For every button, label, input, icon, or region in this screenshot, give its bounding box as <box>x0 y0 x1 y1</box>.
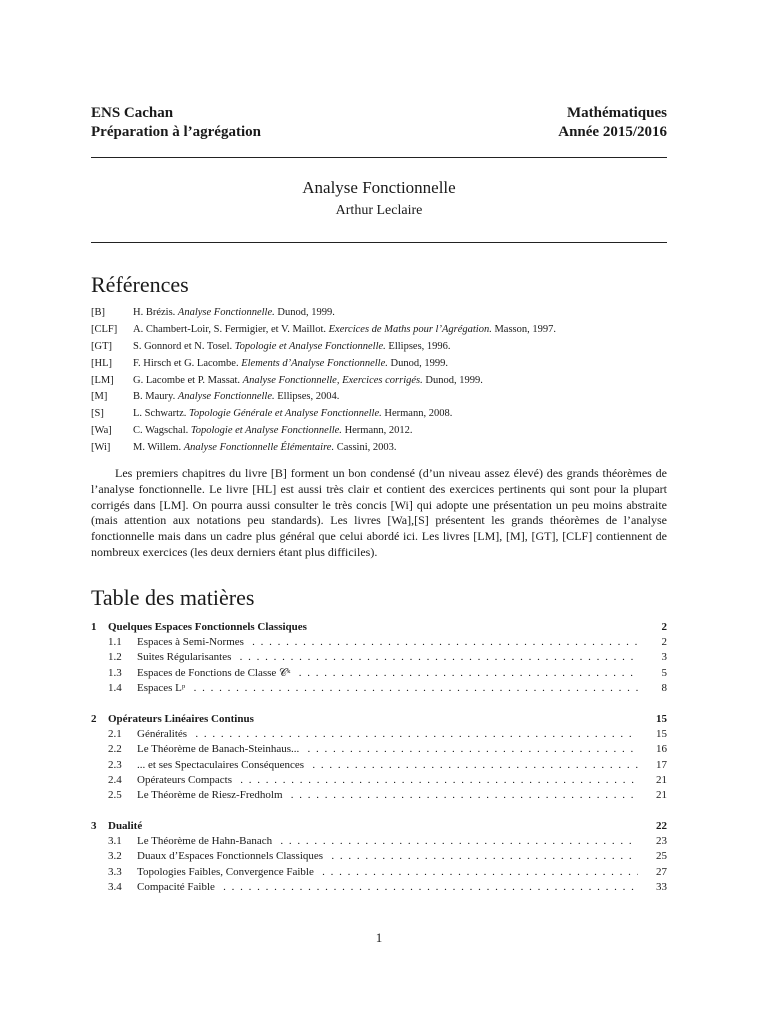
reference-authors: A. Chambert-Loir, S. Fermigier, et V. Maillot. <box>133 323 326 335</box>
reference-key: [GT] <box>91 340 112 352</box>
toc-section[interactable] <box>91 620 667 635</box>
reference-key: [Wi] <box>91 442 111 454</box>
toc-subsection-page: 15 <box>656 728 667 741</box>
references-heading: Références <box>91 272 189 297</box>
reference-work: Analyse Fonctionnelle, Exercices corrigés. <box>242 374 423 386</box>
toc-heading: Table des matières <box>91 585 255 610</box>
reference-key: [CLF] <box>91 323 118 335</box>
reference-publisher: Masson, 1997. <box>494 323 556 335</box>
toc-subsection-title: Le Théorème de Hahn-Banach <box>137 835 276 847</box>
toc-subsection-number: 1.3 <box>108 666 122 679</box>
toc-subsection-title: Le Théorème de Banach-Steinhaus... <box>137 743 303 755</box>
reference-publisher: Hermann, 2012. <box>344 425 413 437</box>
toc-subsection-page: 3 <box>661 651 667 664</box>
toc-subsection[interactable] <box>91 681 667 696</box>
toc-leader-dots <box>137 727 638 742</box>
reference-work: Exercices de Maths pour l’Agrégation. <box>328 323 492 335</box>
toc-subsection-number: 3.3 <box>108 865 122 878</box>
toc-section-number: 3 <box>91 820 97 833</box>
toc-leader-dots <box>137 834 638 849</box>
reference-item <box>91 423 667 440</box>
document-title: Analyse Fonctionnelle <box>302 178 456 197</box>
toc-leader-dots <box>137 742 638 757</box>
header-left <box>91 104 261 142</box>
reference-text <box>133 406 452 423</box>
toc-leader-dots <box>137 666 638 681</box>
reference-text <box>133 440 397 457</box>
document-author: Arthur Leclaire <box>335 203 423 218</box>
toc-leader-dots <box>137 650 638 665</box>
toc-subsection-title: ... et ses Spectaculaires Conséquences <box>137 759 308 771</box>
toc-subsection-page: 27 <box>656 865 667 878</box>
reference-item <box>91 389 667 406</box>
toc-subsection-number: 2.3 <box>108 758 122 771</box>
course-name: Préparation à l’agrégation <box>91 124 261 140</box>
toc-subsection-page: 2 <box>661 636 667 649</box>
toc-subsection[interactable] <box>91 788 667 803</box>
toc-subsection[interactable] <box>91 666 667 681</box>
toc-leader-dots <box>137 773 638 788</box>
toc-subsection-title: Opérateurs Compacts <box>137 774 236 786</box>
reference-key: [M] <box>91 391 108 403</box>
reference-text <box>133 423 413 440</box>
toc-subsection-page: 16 <box>656 743 667 756</box>
toc-subsection[interactable] <box>91 773 667 788</box>
reference-authors: F. Hirsch et G. Lacombe. <box>133 357 239 369</box>
toc-spacer <box>91 696 667 712</box>
toc-subsection-page: 25 <box>656 850 667 863</box>
intro-paragraph: Les premiers chapitres du livre [B] forment un bon condensé (d’un niveau assez élevé) des grands théorèmes de l’analyse fonctionnelle. Le livre [HL] est aussi très clair et contient des exercices pertinents qui sont pour la plupart corrigés dans [LM]. On pourra aussi consulter le très concis [Wi] qui adopte une présentation un peu moins abstraite (mais attention aux notations peu standards). Les livres [Wa],[S] présentent les grands théorèmes de l’analyse fonctionnelle mais dans un cadre plus général que celui abordé ici. Les livres [LM], [M], [GT], [CLF] contiennent de nombreux exercices (les deux derniers étant plus difficiles). <box>91 466 667 559</box>
references-list <box>91 305 667 457</box>
top-divider <box>91 157 667 158</box>
reference-text <box>133 373 483 390</box>
reference-text <box>133 305 335 322</box>
toc-subsection-title: Espaces à Semi-Normes <box>137 636 248 648</box>
toc-section-page: 22 <box>656 820 667 833</box>
reference-authors: L. Schwartz. <box>133 408 187 420</box>
toc-subsection-title: Duaux d’Espaces Fonctionnels Classiques <box>137 850 327 862</box>
reference-work: Elements d’Analyse Fonctionnelle. <box>241 357 388 369</box>
toc-section-number: 2 <box>91 712 97 725</box>
toc-subsection-number: 2.1 <box>108 728 122 741</box>
toc-subsection-page: 33 <box>656 880 667 893</box>
toc-subsection[interactable] <box>91 742 667 757</box>
reference-publisher: Dunod, 1999. <box>277 307 335 318</box>
toc-subsection-number: 3.1 <box>108 835 122 848</box>
toc-subsection-page: 17 <box>656 758 667 771</box>
reference-key: [Wa] <box>91 425 112 437</box>
reference-work: Analyse Fonctionnelle. <box>177 391 275 403</box>
reference-publisher: Ellipses, 1996. <box>388 340 451 352</box>
reference-work: Analyse Fonctionnelle. <box>177 307 275 318</box>
toc-section[interactable] <box>91 712 667 727</box>
toc-leader-dots <box>137 635 638 650</box>
reference-publisher: Dunod, 1999. <box>425 374 483 386</box>
reference-text <box>133 356 448 373</box>
toc-leader-dots <box>137 865 638 880</box>
reference-work: Topologie et Analyse Fonctionnelle. <box>234 340 386 352</box>
toc-subsection-title: Topologies Faibles, Convergence Faible <box>137 866 318 878</box>
toc-subsection-number: 2.5 <box>108 788 122 801</box>
toc-subsection-title: Le Théorème de Riesz-Fredholm <box>137 789 287 801</box>
reference-publisher: Dunod, 1999. <box>390 357 448 369</box>
toc-subsection[interactable] <box>91 727 667 742</box>
reference-item <box>91 373 667 390</box>
toc-subsection-page: 21 <box>656 788 667 801</box>
reference-text <box>133 322 556 339</box>
reference-work: Topologie Générale et Analyse Fonctionnelle. <box>188 408 382 420</box>
institution: ENS Cachan <box>91 105 174 121</box>
reference-item <box>91 339 667 356</box>
reference-item <box>91 356 667 373</box>
toc-subsection-number: 3.2 <box>108 850 122 863</box>
reference-work: Analyse Fonctionnelle Élémentaire. <box>183 442 335 454</box>
toc-subsection[interactable] <box>91 635 667 650</box>
toc-subsection-number: 1.4 <box>108 681 122 694</box>
toc-subsection-number: 2.2 <box>108 743 122 756</box>
toc-subsection-title: Généralités <box>137 728 191 740</box>
reference-text <box>133 389 339 406</box>
reference-publisher: Ellipses, 2004. <box>277 391 340 403</box>
toc-leader-dots <box>137 849 638 864</box>
toc-subsection-title: Espaces Lᵖ <box>137 682 189 694</box>
reference-authors: B. Maury. <box>133 391 176 403</box>
toc-spacer <box>91 803 667 819</box>
reference-item <box>91 322 667 339</box>
reference-publisher: Cassini, 2003. <box>336 442 397 454</box>
toc-section-number: 1 <box>91 621 97 633</box>
toc-section-page: 15 <box>656 712 667 725</box>
toc-section-title: Dualité <box>108 820 143 833</box>
reference-key: [LM] <box>91 374 114 386</box>
title-divider <box>91 242 667 243</box>
reference-authors: G. Lacombe et P. Massat. <box>133 374 241 386</box>
toc-subsection[interactable] <box>91 849 667 864</box>
toc-subsection-title: Espaces de Fonctions de Classe 𝒞ᵏ <box>137 667 295 679</box>
toc-subsection[interactable] <box>91 758 667 773</box>
toc-section[interactable] <box>91 819 667 834</box>
reference-key: [S] <box>91 408 104 420</box>
toc-leader-dots <box>137 788 638 803</box>
reference-work: Topologie et Analyse Fonctionnelle. <box>190 425 342 437</box>
page-number: 1 <box>375 930 383 945</box>
toc-subsection-number: 2.4 <box>108 773 122 786</box>
toc-subsection-title: Compacité Faible <box>137 881 219 893</box>
reference-authors: C. Wagschal. <box>133 425 189 437</box>
toc-section-page: 2 <box>661 621 667 633</box>
toc-leader-dots <box>137 681 638 696</box>
toc-subsection-title: Suites Régularisantes <box>137 651 235 663</box>
reference-key: [HL] <box>91 357 112 369</box>
reference-item <box>91 406 667 423</box>
reference-authors: H. Brézis. <box>133 307 176 318</box>
toc-subsection-page: 8 <box>661 681 667 694</box>
reference-authors: S. Gonnord et N. Tosel. <box>133 340 233 352</box>
toc-subsection[interactable] <box>91 650 667 665</box>
toc-section-title: Opérateurs Linéaires Continus <box>108 712 254 725</box>
subject: Mathématiques <box>567 105 667 121</box>
reference-authors: M. Willem. <box>133 442 182 454</box>
academic-year: Année 2015/2016 <box>558 124 667 140</box>
toc-subsection[interactable] <box>91 865 667 880</box>
reference-text <box>133 339 451 356</box>
toc-leader-dots <box>137 758 638 773</box>
toc-subsection[interactable] <box>91 834 667 849</box>
reference-publisher: Hermann, 2008. <box>384 408 453 420</box>
toc-subsection-number: 1.1 <box>108 636 122 649</box>
reference-item <box>91 440 667 457</box>
reference-key: [B] <box>91 307 105 318</box>
toc-leader-dots <box>137 880 638 895</box>
reference-item <box>91 305 667 322</box>
toc-subsection[interactable] <box>91 880 667 895</box>
toc-subsection-page: 21 <box>656 773 667 786</box>
toc-subsection-number: 1.2 <box>108 651 122 664</box>
toc-section-title: Quelques Espaces Fonctionnels Classiques <box>108 621 307 633</box>
header-right <box>558 104 667 142</box>
table-of-contents <box>91 620 667 895</box>
toc-subsection-page: 5 <box>661 666 667 679</box>
toc-subsection-page: 23 <box>656 835 667 848</box>
toc-subsection-number: 3.4 <box>108 880 122 893</box>
